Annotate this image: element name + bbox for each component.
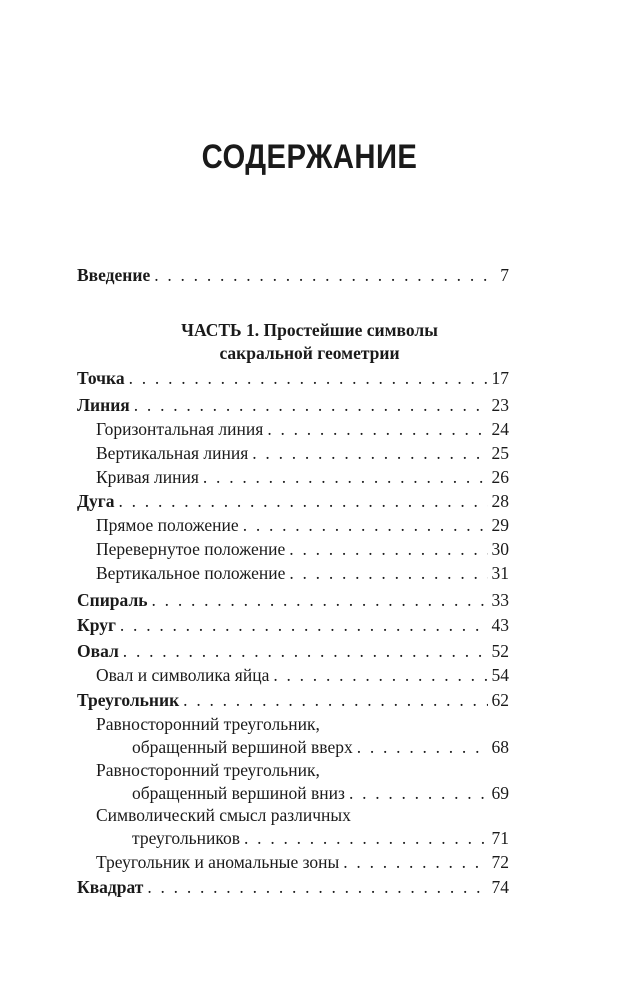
toc-entry-ravn-vniz[interactable] [132,782,509,804]
toc-entry-smysl[interactable] [132,827,509,849]
toc-entry-label: Овал [77,641,119,661]
toc-entry-smysl-line-1[interactable]: Символический смысл различных [96,805,351,825]
toc-page-number: 54 [491,665,509,685]
toc-entry-spiral[interactable] [77,589,509,611]
toc-entry-label: Горизонтальная линия [96,419,264,439]
toc-entry-label: треугольников [132,828,241,848]
leader-dots [120,614,488,636]
toc-entry-duga[interactable] [77,490,509,512]
leader-dots [243,514,488,536]
leader-dots [273,664,487,686]
toc-entry-oval-yaitsa[interactable] [96,664,509,686]
part-heading-line-1: ЧАСТЬ 1. Простейшие символы [181,320,438,340]
toc-entry-anomalnye[interactable] [96,851,509,873]
toc-page-number: 7 [500,265,509,285]
toc-page-number: 52 [491,641,509,661]
toc-page-number: 43 [491,615,509,635]
toc-entry-label: Треугольник [77,690,180,710]
leader-dots [244,827,487,849]
leader-dots [357,736,488,758]
toc-entry-kvadrat[interactable] [77,876,509,898]
leader-dots [267,418,487,440]
toc-page-number: 28 [491,491,509,511]
toc-entry-perevernutoe[interactable] [96,538,509,560]
toc-page-number: 74 [491,877,509,897]
leader-dots [289,562,487,584]
toc-entry-label: Линия [77,395,130,415]
toc-entry-label: Квадрат [77,877,144,897]
leader-dots [123,640,488,662]
toc-entry-tochka[interactable] [77,367,509,389]
toc-entry-label: Треугольник и аномальные зоны [96,852,340,872]
leader-dots [252,442,487,464]
toc-page-number: 71 [491,828,509,848]
leader-dots [289,538,487,560]
toc-entry-label: Кривая линия [96,467,199,487]
toc-page-number: 26 [491,467,509,487]
toc-entry-pryamoe[interactable] [96,514,509,536]
leader-dots [203,466,488,488]
leader-dots [349,782,488,804]
leader-dots [129,367,488,389]
leader-dots [134,394,488,416]
toc-page-number: 29 [491,515,509,535]
toc-entry-label: обращенный вершиной вниз [132,783,345,803]
toc-page-number: 72 [491,852,509,872]
toc-entry-vertikalnoe[interactable] [96,562,509,584]
leader-dots [343,851,487,873]
toc-page-number: 24 [491,419,509,439]
toc-entry-label: Прямое положение [96,515,239,535]
toc-page-number: 69 [491,783,509,803]
toc-entry-label: Введение [77,265,151,285]
toc-entry-oval[interactable] [77,640,509,662]
toc-page-number: 30 [491,539,509,559]
leader-dots [119,490,488,512]
toc-entry-label: Спираль [77,590,148,610]
toc-page-number: 33 [491,590,509,610]
toc-entry-liniya[interactable] [77,394,509,416]
toc-entry-krivaya[interactable] [96,466,509,488]
toc-page-number: 62 [491,690,509,710]
leader-dots [183,689,487,711]
toc-entry-label: Круг [77,615,116,635]
toc-entry-intro[interactable] [77,264,509,286]
toc-page-number: 25 [491,443,509,463]
toc-entry-ravn-vverh[interactable] [132,736,509,758]
toc-entry-gorizontalnaya[interactable] [96,418,509,440]
toc-entry-label: Точка [77,368,125,388]
part-heading-line-2: сакральной геометрии [219,343,400,363]
toc-entry-label: Перевернутое положение [96,539,286,559]
toc-entry-label: Овал и символика яйца [96,665,270,685]
toc-entry-vertikalnaya[interactable] [96,442,509,464]
toc-entry-ravn-vverh-line-1[interactable]: Равносторонний треугольник, [96,714,320,734]
toc-entry-treugolnik[interactable] [77,689,509,711]
toc-entry-label: Вертикальное положение [96,563,286,583]
toc-page-number: 68 [491,737,509,757]
toc-entry-krug[interactable] [77,614,509,636]
page-title: СОДЕРЖАНИЕ [201,138,418,176]
leader-dots [154,264,496,286]
leader-dots [147,876,487,898]
toc-page-number: 17 [491,368,509,388]
toc-entry-label: Вертикальная линия [96,443,249,463]
toc-page-number: 23 [491,395,509,415]
toc-entry-label: обращенный вершиной вверх [132,737,353,757]
toc-entry-ravn-vniz-line-1[interactable]: Равносторонний треугольник, [96,760,320,780]
toc-page-number: 31 [491,563,509,583]
leader-dots [152,589,488,611]
toc-entry-label: Дуга [77,491,115,511]
